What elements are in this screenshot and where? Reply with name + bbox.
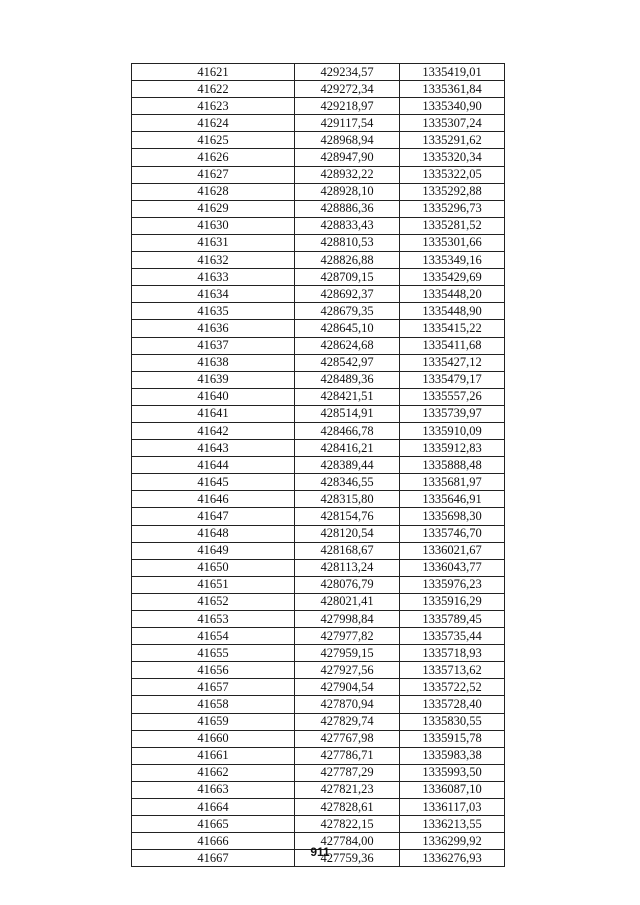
x-coordinate-cell: 428514,91 — [295, 405, 400, 422]
table-row — [132, 166, 505, 183]
point-number-cell: 41636 — [132, 320, 295, 337]
y-coordinate-cell: 1335427,12 — [400, 354, 505, 371]
point-number-cell: 41645 — [132, 474, 295, 491]
y-coordinate-cell: 1335722,52 — [400, 679, 505, 696]
y-coordinate-cell: 1335429,69 — [400, 269, 505, 286]
point-number-cell: 41652 — [132, 593, 295, 610]
table-row — [132, 354, 505, 371]
table-row — [132, 303, 505, 320]
x-coordinate-cell: 428833,43 — [295, 217, 400, 234]
y-coordinate-cell: 1335479,17 — [400, 371, 505, 388]
y-coordinate-cell: 1335830,55 — [400, 713, 505, 730]
x-coordinate-cell: 428120,54 — [295, 525, 400, 542]
y-coordinate-cell: 1335698,30 — [400, 508, 505, 525]
table-row — [132, 337, 505, 354]
y-coordinate-cell: 1335557,26 — [400, 388, 505, 405]
y-coordinate-cell: 1335739,97 — [400, 405, 505, 422]
table-row — [132, 64, 505, 81]
x-coordinate-cell: 427870,94 — [295, 696, 400, 713]
x-coordinate-cell: 427977,82 — [295, 628, 400, 645]
x-coordinate-cell: 428076,79 — [295, 576, 400, 593]
y-coordinate-cell: 1335301,66 — [400, 234, 505, 251]
point-number-cell: 41632 — [132, 252, 295, 269]
table-row — [132, 491, 505, 508]
table-row — [132, 764, 505, 781]
x-coordinate-cell: 428154,76 — [295, 508, 400, 525]
point-number-cell: 41655 — [132, 645, 295, 662]
point-number-cell: 41665 — [132, 816, 295, 833]
table-row — [132, 115, 505, 132]
point-number-cell: 41659 — [132, 713, 295, 730]
y-coordinate-cell: 1336276,93 — [400, 850, 505, 867]
point-number-cell: 41661 — [132, 747, 295, 764]
point-number-cell: 41628 — [132, 183, 295, 200]
y-coordinate-cell: 1335307,24 — [400, 115, 505, 132]
x-coordinate-cell: 428810,53 — [295, 234, 400, 251]
y-coordinate-cell: 1335993,50 — [400, 764, 505, 781]
y-coordinate-cell: 1335291,62 — [400, 132, 505, 149]
x-coordinate-cell: 428679,35 — [295, 303, 400, 320]
table-row — [132, 457, 505, 474]
table-row — [132, 234, 505, 251]
point-number-cell: 41624 — [132, 115, 295, 132]
coordinates-table-body — [132, 64, 505, 867]
x-coordinate-cell: 428021,41 — [295, 593, 400, 610]
point-number-cell: 41649 — [132, 542, 295, 559]
x-coordinate-cell: 427784,00 — [295, 833, 400, 850]
y-coordinate-cell: 1335322,05 — [400, 166, 505, 183]
y-coordinate-cell: 1335915,78 — [400, 730, 505, 747]
table-row — [132, 576, 505, 593]
point-number-cell: 41641 — [132, 405, 295, 422]
point-number-cell: 41635 — [132, 303, 295, 320]
y-coordinate-cell: 1336021,67 — [400, 542, 505, 559]
point-number-cell: 41623 — [132, 98, 295, 115]
x-coordinate-cell: 427821,23 — [295, 781, 400, 798]
x-coordinate-cell: 427822,15 — [295, 816, 400, 833]
x-coordinate-cell: 429234,57 — [295, 64, 400, 81]
y-coordinate-cell: 1335746,70 — [400, 525, 505, 542]
y-coordinate-cell: 1336213,55 — [400, 816, 505, 833]
table-row — [132, 388, 505, 405]
x-coordinate-cell: 427998,84 — [295, 611, 400, 628]
table-row — [132, 81, 505, 98]
x-coordinate-cell: 427786,71 — [295, 747, 400, 764]
y-coordinate-cell: 1335411,68 — [400, 337, 505, 354]
x-coordinate-cell: 428932,22 — [295, 166, 400, 183]
point-number-cell: 41631 — [132, 234, 295, 251]
point-number-cell: 41630 — [132, 217, 295, 234]
x-coordinate-cell: 428113,24 — [295, 559, 400, 576]
table-row — [132, 200, 505, 217]
x-coordinate-cell: 429218,97 — [295, 98, 400, 115]
y-coordinate-cell: 1335718,93 — [400, 645, 505, 662]
y-coordinate-cell: 1335888,48 — [400, 457, 505, 474]
table-row — [132, 286, 505, 303]
table-row — [132, 269, 505, 286]
y-coordinate-cell: 1336087,10 — [400, 781, 505, 798]
point-number-cell: 41647 — [132, 508, 295, 525]
table-row — [132, 542, 505, 559]
y-coordinate-cell: 1335415,22 — [400, 320, 505, 337]
x-coordinate-cell: 428466,78 — [295, 422, 400, 439]
x-coordinate-cell: 428168,67 — [295, 542, 400, 559]
x-coordinate-cell: 427767,98 — [295, 730, 400, 747]
point-number-cell: 41629 — [132, 200, 295, 217]
x-coordinate-cell: 428346,55 — [295, 474, 400, 491]
table-row — [132, 816, 505, 833]
point-number-cell: 41621 — [132, 64, 295, 81]
x-coordinate-cell: 427959,15 — [295, 645, 400, 662]
y-coordinate-cell: 1335983,38 — [400, 747, 505, 764]
y-coordinate-cell: 1335361,84 — [400, 81, 505, 98]
y-coordinate-cell: 1336117,03 — [400, 799, 505, 816]
y-coordinate-cell: 1335281,52 — [400, 217, 505, 234]
x-coordinate-cell: 428315,80 — [295, 491, 400, 508]
y-coordinate-cell: 1335448,20 — [400, 286, 505, 303]
point-number-cell: 41642 — [132, 422, 295, 439]
x-coordinate-cell: 428709,15 — [295, 269, 400, 286]
table-row — [132, 593, 505, 610]
point-number-cell: 41662 — [132, 764, 295, 781]
table-row — [132, 679, 505, 696]
table-row — [132, 217, 505, 234]
point-number-cell: 41639 — [132, 371, 295, 388]
table-row — [132, 628, 505, 645]
y-coordinate-cell: 1335448,90 — [400, 303, 505, 320]
point-number-cell: 41626 — [132, 149, 295, 166]
table-row — [132, 713, 505, 730]
table-row — [132, 730, 505, 747]
y-coordinate-cell: 1335912,83 — [400, 440, 505, 457]
y-coordinate-cell: 1335713,62 — [400, 662, 505, 679]
x-coordinate-cell: 428416,21 — [295, 440, 400, 457]
x-coordinate-cell: 428692,37 — [295, 286, 400, 303]
table-row — [132, 183, 505, 200]
table-row — [132, 696, 505, 713]
table-row — [132, 525, 505, 542]
point-number-cell: 41637 — [132, 337, 295, 354]
point-number-cell: 41638 — [132, 354, 295, 371]
coordinates-table — [131, 63, 505, 867]
table-row — [132, 508, 505, 525]
point-number-cell: 41643 — [132, 440, 295, 457]
point-number-cell: 41660 — [132, 730, 295, 747]
point-number-cell: 41656 — [132, 662, 295, 679]
y-coordinate-cell: 1335320,34 — [400, 149, 505, 166]
point-number-cell: 41657 — [132, 679, 295, 696]
table-row — [132, 611, 505, 628]
y-coordinate-cell: 1335681,97 — [400, 474, 505, 491]
point-number-cell: 41663 — [132, 781, 295, 798]
x-coordinate-cell: 428542,97 — [295, 354, 400, 371]
y-coordinate-cell: 1335292,88 — [400, 183, 505, 200]
table-row — [132, 422, 505, 439]
point-number-cell: 41664 — [132, 799, 295, 816]
x-coordinate-cell: 428968,94 — [295, 132, 400, 149]
table-row — [132, 132, 505, 149]
x-coordinate-cell: 428389,44 — [295, 457, 400, 474]
x-coordinate-cell: 427829,74 — [295, 713, 400, 730]
table-row — [132, 149, 505, 166]
x-coordinate-cell: 428947,90 — [295, 149, 400, 166]
point-number-cell: 41658 — [132, 696, 295, 713]
x-coordinate-cell: 428421,51 — [295, 388, 400, 405]
y-coordinate-cell: 1335419,01 — [400, 64, 505, 81]
x-coordinate-cell: 428886,36 — [295, 200, 400, 217]
point-number-cell: 41653 — [132, 611, 295, 628]
table-row — [132, 747, 505, 764]
table-row — [132, 371, 505, 388]
y-coordinate-cell: 1335340,90 — [400, 98, 505, 115]
x-coordinate-cell: 427759,36 — [295, 850, 400, 867]
point-number-cell: 41634 — [132, 286, 295, 303]
table-row — [132, 559, 505, 576]
table-row — [132, 474, 505, 491]
point-number-cell: 41633 — [132, 269, 295, 286]
table-row — [132, 98, 505, 115]
y-coordinate-cell: 1335976,23 — [400, 576, 505, 593]
x-coordinate-cell: 428928,10 — [295, 183, 400, 200]
x-coordinate-cell: 428645,10 — [295, 320, 400, 337]
table-row — [132, 440, 505, 457]
x-coordinate-cell: 427904,54 — [295, 679, 400, 696]
x-coordinate-cell: 428624,68 — [295, 337, 400, 354]
table-row — [132, 645, 505, 662]
table-row — [132, 405, 505, 422]
x-coordinate-cell: 429272,34 — [295, 81, 400, 98]
point-number-cell: 41640 — [132, 388, 295, 405]
point-number-cell: 41622 — [132, 81, 295, 98]
point-number-cell: 41650 — [132, 559, 295, 576]
x-coordinate-cell: 427787,29 — [295, 764, 400, 781]
point-number-cell: 41666 — [132, 833, 295, 850]
point-number-cell: 41667 — [132, 850, 295, 867]
y-coordinate-cell: 1335296,73 — [400, 200, 505, 217]
table-row — [132, 252, 505, 269]
point-number-cell: 41644 — [132, 457, 295, 474]
x-coordinate-cell: 427927,56 — [295, 662, 400, 679]
y-coordinate-cell: 1335916,29 — [400, 593, 505, 610]
table-row — [132, 662, 505, 679]
point-number-cell: 41654 — [132, 628, 295, 645]
y-coordinate-cell: 1335910,09 — [400, 422, 505, 439]
y-coordinate-cell: 1336043,77 — [400, 559, 505, 576]
y-coordinate-cell: 1335349,16 — [400, 252, 505, 269]
table-row — [132, 781, 505, 798]
x-coordinate-cell: 429117,54 — [295, 115, 400, 132]
page-number: 911 — [310, 845, 330, 859]
point-number-cell: 41625 — [132, 132, 295, 149]
y-coordinate-cell: 1335735,44 — [400, 628, 505, 645]
point-number-cell: 41646 — [132, 491, 295, 508]
point-number-cell: 41651 — [132, 576, 295, 593]
y-coordinate-cell: 1335789,45 — [400, 611, 505, 628]
y-coordinate-cell: 1335728,40 — [400, 696, 505, 713]
y-coordinate-cell: 1335646,91 — [400, 491, 505, 508]
point-number-cell: 41627 — [132, 166, 295, 183]
table-row — [132, 799, 505, 816]
x-coordinate-cell: 428489,36 — [295, 371, 400, 388]
x-coordinate-cell: 428826,88 — [295, 252, 400, 269]
table-row — [132, 320, 505, 337]
point-number-cell: 41648 — [132, 525, 295, 542]
x-coordinate-cell: 427828,61 — [295, 799, 400, 816]
y-coordinate-cell: 1336299,92 — [400, 833, 505, 850]
